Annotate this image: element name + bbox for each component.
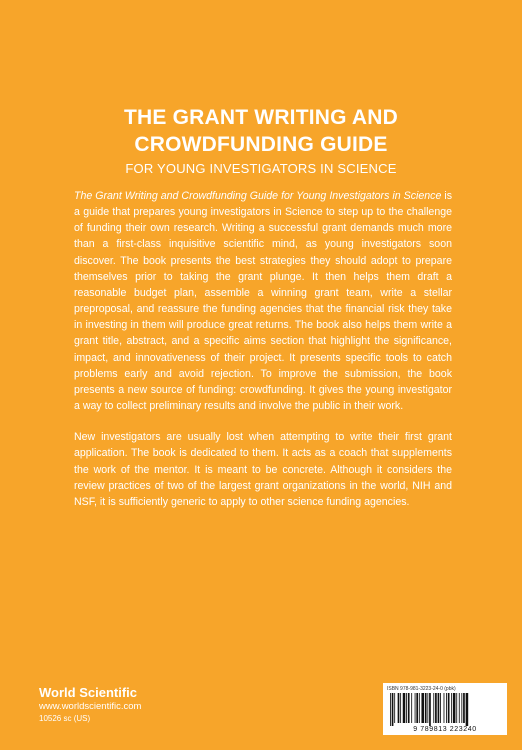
barcode-bar <box>403 693 406 723</box>
barcode-bar <box>400 693 401 723</box>
publisher-code: 10526 sc (US) <box>39 714 91 723</box>
barcode-bar <box>411 693 412 723</box>
barcode-box <box>383 683 507 735</box>
barcode-bar <box>419 693 420 723</box>
publisher-name: World Scientific <box>39 685 137 700</box>
barcode-bar <box>398 693 400 723</box>
barcode-bar <box>444 693 445 723</box>
barcode-bar <box>421 693 424 723</box>
barcode-bar <box>453 693 456 723</box>
barcode-bar <box>451 693 452 723</box>
isbn-label: ISBN 978-981-3223-24-0 (pbk) <box>387 686 456 692</box>
book-subtitle: FOR YOUNG INVESTIGATORS IN SCIENCE <box>125 161 397 176</box>
publisher-url: www.worldscientific.com <box>39 701 142 712</box>
barcode-bar <box>392 693 394 726</box>
book-description <box>74 188 452 525</box>
description-paragraph-1-text: is a guide that prepares young investigators in Science to step up to the challenge of funding their own research. Writing a successful grant demands much more than a first-class inquisitive scientific mind, as young investigators soon discover. The book presents the best strategies they should adopt to prepare themselves prior to taking the grant plunge. It then helps them draft a reasonable budget plan, assemble a winning grant team, write a stellar preproposal, and reassure the funding agencies that the financial risk they take in investing in them will produce great returns. The book also helps them write a grant title, abstract, and a specific aims section that highlight the significance, impact, and innovativeness of their project. It presents specific tools to catch problems early and avoid rejection. To improve the submission, the book presents a new source of funding: crowdfunding. It gives the young investigator a way to collect preliminary results and involve the public in their work. <box>74 190 453 413</box>
barcode-digits: 9 789813 223240 <box>413 726 477 733</box>
barcode-bar <box>435 693 437 723</box>
description-paragraph-1 <box>74 188 452 414</box>
barcode-bar <box>448 693 450 723</box>
barcode-bar <box>427 693 428 723</box>
barcode-icon <box>389 693 501 726</box>
barcode-bar <box>408 693 410 723</box>
barcode-bar <box>406 693 407 723</box>
barcode-bar <box>438 693 440 723</box>
barcode-bar <box>433 693 434 723</box>
description-paragraph-2: New investigators are usually lost when attempting to write their first grant application. The book is dedicated to them. It acts as a coach that supplements the work of the mentor. It is meant to be concrete. Although it considers the review practices of two of the largest grant organizations in the world, NIH and NSF, it is sufficiently generic to apply to other science funding agencies. <box>74 431 452 508</box>
barcode-bar <box>390 693 391 726</box>
barcode-bar <box>446 693 447 723</box>
publisher-block <box>39 685 289 724</box>
barcode-bar <box>416 693 418 723</box>
book-title-italic: The Grant Writing and Crowdfunding Guide for Young Investigators in Science <box>74 190 442 202</box>
barcode-bar <box>463 693 465 723</box>
barcode-bar <box>466 693 469 726</box>
book-title-line-2: CROWDFUNDING GUIDE <box>134 133 388 156</box>
barcode-bar <box>394 693 395 723</box>
barcode-bar <box>461 693 462 723</box>
barcode-bar <box>440 693 441 723</box>
barcode-bar <box>456 693 457 723</box>
barcode-bar <box>425 693 427 723</box>
barcode-bar <box>429 693 431 726</box>
title-block <box>0 104 522 178</box>
barcode-bar <box>459 693 460 723</box>
barcode-bar <box>415 693 416 723</box>
book-title-line-1: THE GRANT WRITING AND <box>123 106 399 129</box>
